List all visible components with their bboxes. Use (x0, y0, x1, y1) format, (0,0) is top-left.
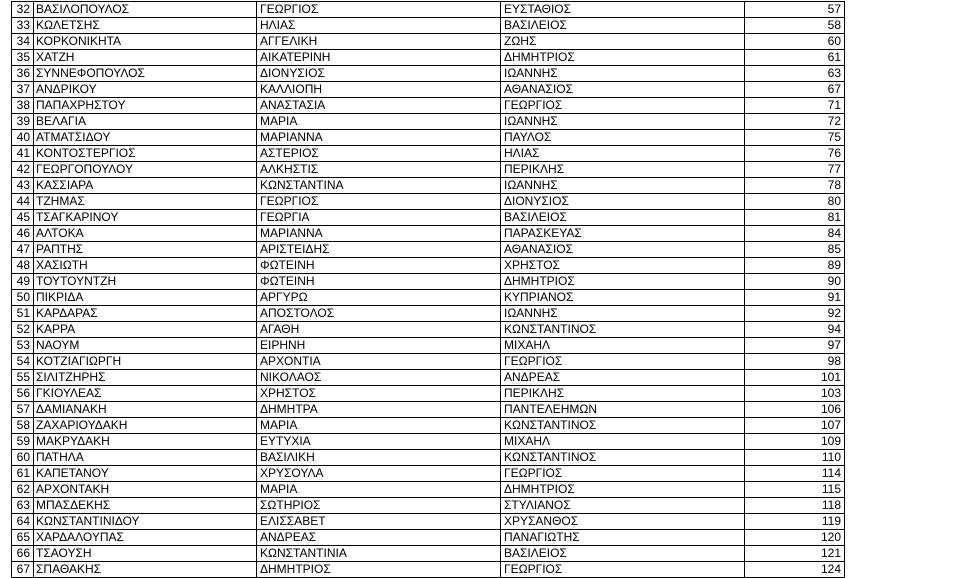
first-name-cell: ΝΙΚΟΛΑΟΣ (257, 370, 501, 386)
first-name-cell: ΑΡΙΣΤΕΙΔΗΣ (257, 242, 501, 258)
first-name-cell: ΑΡΧΟΝΤΙΑ (257, 354, 501, 370)
row-number-cell: 43 (12, 178, 34, 194)
first-name-cell: ΓΕΩΡΓΙΟΣ (257, 194, 501, 210)
score-cell: 94 (745, 322, 845, 338)
surname-cell: ΠΙΚΡΙΔΑ (34, 290, 257, 306)
score-cell: 118 (745, 498, 845, 514)
first-name-cell: ΑΝΑΣΤΑΣΙΑ (257, 98, 501, 114)
row-number-cell: 34 (12, 34, 34, 50)
score-cell: 75 (745, 130, 845, 146)
row-number-cell: 42 (12, 162, 34, 178)
father-name-cell: ΖΩΗΣ (501, 34, 745, 50)
table-row (12, 34, 845, 50)
row-number-cell: 36 (12, 66, 34, 82)
score-cell: 67 (745, 82, 845, 98)
results-table (11, 1, 845, 578)
first-name-cell: ΑΓΑΘΗ (257, 322, 501, 338)
father-name-cell: ΠΕΡΙΚΛΗΣ (501, 162, 745, 178)
score-cell: 115 (745, 482, 845, 498)
table-row (12, 498, 845, 514)
surname-cell: ΣΥΝΝΕΦΟΠΟΥΛΟΣ (34, 66, 257, 82)
surname-cell: ΜΠΑΣΔΕΚΗΣ (34, 498, 257, 514)
table-row (12, 50, 845, 66)
row-number-cell: 32 (12, 2, 34, 18)
table-row (12, 338, 845, 354)
father-name-cell: ΑΘΑΝΑΣΙΟΣ (501, 242, 745, 258)
first-name-cell: ΧΡΥΣΟΥΛΑ (257, 466, 501, 482)
table-row (12, 546, 845, 562)
father-name-cell: ΚΩΝΣΤΑΝΤΙΝΟΣ (501, 322, 745, 338)
surname-cell: ΚΟΡΚΟΝΙΚΗΤΑ (34, 34, 257, 50)
table-row (12, 82, 845, 98)
father-name-cell: ΕΥΣΤΑΘΙΟΣ (501, 2, 745, 18)
first-name-cell: ΜΑΡΙΑ (257, 482, 501, 498)
surname-cell: ΑΛΤΟΚΑ (34, 226, 257, 242)
table-row (12, 130, 845, 146)
table-row (12, 482, 845, 498)
table-row (12, 114, 845, 130)
score-cell: 85 (745, 242, 845, 258)
surname-cell: ΚΑΡΡΑ (34, 322, 257, 338)
father-name-cell: ΚΥΠΡΙΑΝΟΣ (501, 290, 745, 306)
results-table-body (12, 2, 845, 578)
first-name-cell: ΜΑΡΙΑ (257, 114, 501, 130)
row-number-cell: 35 (12, 50, 34, 66)
score-cell: 110 (745, 450, 845, 466)
row-number-cell: 54 (12, 354, 34, 370)
surname-cell: ΚΩΝΣΤΑΝΤΙΝΙΔΟΥ (34, 514, 257, 530)
first-name-cell: ΑΛΚΗΣΤΙΣ (257, 162, 501, 178)
row-number-cell: 41 (12, 146, 34, 162)
table-row (12, 402, 845, 418)
first-name-cell: ΒΑΣΙΛΙΚΗ (257, 450, 501, 466)
first-name-cell: ΑΙΚΑΤΕΡΙΝΗ (257, 50, 501, 66)
table-row (12, 226, 845, 242)
father-name-cell: ΚΩΝΣΤΑΝΤΙΝΟΣ (501, 450, 745, 466)
surname-cell: ΔΑΜΙΑΝΑΚΗ (34, 402, 257, 418)
surname-cell: ΚΑΠΕΤΑΝΟΥ (34, 466, 257, 482)
father-name-cell: ΜΙΧΑΗΛ (501, 434, 745, 450)
first-name-cell: ΔΗΜΗΤΡΙΟΣ (257, 562, 501, 578)
father-name-cell: ΙΩΑΝΝΗΣ (501, 114, 745, 130)
table-row (12, 418, 845, 434)
table-row (12, 434, 845, 450)
first-name-cell: ΔΗΜΗΤΡΑ (257, 402, 501, 418)
first-name-cell: ΦΩΤΕΙΝΗ (257, 274, 501, 290)
first-name-cell: ΑΝΔΡΕΑΣ (257, 530, 501, 546)
surname-cell: ΧΑΡΔΑΛΟΥΠΑΣ (34, 530, 257, 546)
surname-cell: ΣΙΛΙΤΖΗΡΗΣ (34, 370, 257, 386)
table-row (12, 530, 845, 546)
first-name-cell: ΦΩΤΕΙΝΗ (257, 258, 501, 274)
score-cell: 84 (745, 226, 845, 242)
score-cell: 103 (745, 386, 845, 402)
row-number-cell: 39 (12, 114, 34, 130)
father-name-cell: ΔΗΜΗΤΡΙΟΣ (501, 482, 745, 498)
first-name-cell: ΣΩΤΗΡΙΟΣ (257, 498, 501, 514)
first-name-cell: ΑΣΤΕΡΙΟΣ (257, 146, 501, 162)
row-number-cell: 60 (12, 450, 34, 466)
father-name-cell: ΚΩΝΣΤΑΝΤΙΝΟΣ (501, 418, 745, 434)
score-cell: 109 (745, 434, 845, 450)
row-number-cell: 53 (12, 338, 34, 354)
first-name-cell: ΓΕΩΡΓΙΟΣ (257, 2, 501, 18)
score-cell: 76 (745, 146, 845, 162)
score-cell: 60 (745, 34, 845, 50)
surname-cell: ΚΟΤΖΙΑΓΙΩΡΓΗ (34, 354, 257, 370)
first-name-cell: ΕΥΤΥΧΙΑ (257, 434, 501, 450)
table-row (12, 146, 845, 162)
surname-cell: ΑΤΜΑΤΣΙΔΟΥ (34, 130, 257, 146)
father-name-cell: ΧΡΥΣΑΝΘΟΣ (501, 514, 745, 530)
surname-cell: ΚΟΝΤΟΣΤΕΡΓΙΟΣ (34, 146, 257, 162)
father-name-cell: ΠΑΝΑΓΙΩΤΗΣ (501, 530, 745, 546)
row-number-cell: 40 (12, 130, 34, 146)
surname-cell: ΚΑΡΔΑΡΑΣ (34, 306, 257, 322)
first-name-cell: ΕΙΡΗΝΗ (257, 338, 501, 354)
row-number-cell: 66 (12, 546, 34, 562)
score-cell: 124 (745, 562, 845, 578)
table-row (12, 354, 845, 370)
father-name-cell: ΔΗΜΗΤΡΙΟΣ (501, 50, 745, 66)
first-name-cell: ΑΓΓΕΛΙΚΗ (257, 34, 501, 50)
table-row (12, 386, 845, 402)
surname-cell: ΤΣΑΟΥΣΗ (34, 546, 257, 562)
row-number-cell: 57 (12, 402, 34, 418)
table-row (12, 322, 845, 338)
father-name-cell: ΓΕΩΡΓΙΟΣ (501, 562, 745, 578)
score-cell: 120 (745, 530, 845, 546)
row-number-cell: 46 (12, 226, 34, 242)
first-name-cell: ΚΑΛΛΙΟΠΗ (257, 82, 501, 98)
surname-cell: ΒΕΛΑΓΙΑ (34, 114, 257, 130)
father-name-cell: ΑΘΑΝΑΣΙΟΣ (501, 82, 745, 98)
score-cell: 81 (745, 210, 845, 226)
surname-cell: ΤΟΥΤΟΥΝΤΖΗ (34, 274, 257, 290)
first-name-cell: ΔΙΟΝΥΣΙΟΣ (257, 66, 501, 82)
father-name-cell: ΠΑΥΛΟΣ (501, 130, 745, 146)
row-number-cell: 52 (12, 322, 34, 338)
father-name-cell: ΠΑΡΑΣΚΕΥΑΣ (501, 226, 745, 242)
row-number-cell: 59 (12, 434, 34, 450)
table-row (12, 274, 845, 290)
table-row (12, 370, 845, 386)
row-number-cell: 62 (12, 482, 34, 498)
table-row (12, 450, 845, 466)
father-name-cell: ΔΗΜΗΤΡΙΟΣ (501, 274, 745, 290)
score-cell: 107 (745, 418, 845, 434)
surname-cell: ΑΡΧΟΝΤΑΚΗ (34, 482, 257, 498)
table-row (12, 466, 845, 482)
score-cell: 98 (745, 354, 845, 370)
father-name-cell: ΣΤΥΛΙΑΝΟΣ (501, 498, 745, 514)
score-cell: 121 (745, 546, 845, 562)
father-name-cell: ΒΑΣΙΛΕΙΟΣ (501, 210, 745, 226)
first-name-cell: ΚΩΝΣΤΑΝΤΙΝΑ (257, 178, 501, 194)
surname-cell: ΜΑΚΡΥΔΑΚΗ (34, 434, 257, 450)
first-name-cell: ΜΑΡΙΑ (257, 418, 501, 434)
table-row (12, 18, 845, 34)
surname-cell: ΠΑΠΑΧΡΗΣΤΟΥ (34, 98, 257, 114)
row-number-cell: 58 (12, 418, 34, 434)
first-name-cell: ΗΛΙΑΣ (257, 18, 501, 34)
surname-cell: ΧΑΤΖΗ (34, 50, 257, 66)
score-cell: 78 (745, 178, 845, 194)
table-row (12, 306, 845, 322)
first-name-cell: ΜΑΡΙΑΝΝΑ (257, 226, 501, 242)
score-cell: 57 (745, 2, 845, 18)
table-row (12, 98, 845, 114)
father-name-cell: ΓΕΩΡΓΙΟΣ (501, 98, 745, 114)
table-row (12, 242, 845, 258)
first-name-cell: ΚΩΝΣΤΑΝΤΙΝΙΑ (257, 546, 501, 562)
row-number-cell: 38 (12, 98, 34, 114)
score-cell: 89 (745, 258, 845, 274)
first-name-cell: ΓΕΩΡΓΙΑ (257, 210, 501, 226)
row-number-cell: 65 (12, 530, 34, 546)
father-name-cell: ΔΙΟΝΥΣΙΟΣ (501, 194, 745, 210)
row-number-cell: 61 (12, 466, 34, 482)
score-cell: 97 (745, 338, 845, 354)
row-number-cell: 49 (12, 274, 34, 290)
surname-cell: ΒΑΣΙΛΟΠΟΥΛΟΣ (34, 2, 257, 18)
father-name-cell: ΙΩΑΝΝΗΣ (501, 66, 745, 82)
father-name-cell: ΒΑΣΙΛΕΙΟΣ (501, 18, 745, 34)
father-name-cell: ΙΩΑΝΝΗΣ (501, 178, 745, 194)
score-cell: 72 (745, 114, 845, 130)
surname-cell: ΣΠΑΘΑΚΗΣ (34, 562, 257, 578)
table-row (12, 210, 845, 226)
row-number-cell: 67 (12, 562, 34, 578)
row-number-cell: 64 (12, 514, 34, 530)
father-name-cell: ΧΡΗΣΤΟΣ (501, 258, 745, 274)
table-row (12, 514, 845, 530)
score-cell: 92 (745, 306, 845, 322)
row-number-cell: 55 (12, 370, 34, 386)
surname-cell: ΓΕΩΡΓΟΠΟΥΛΟΥ (34, 162, 257, 178)
score-cell: 80 (745, 194, 845, 210)
father-name-cell: ΠΑΝΤΕΛΕΗΜΩΝ (501, 402, 745, 418)
surname-cell: ΓΚΙΟΥΛΕΑΣ (34, 386, 257, 402)
father-name-cell: ΒΑΣΙΛΕΙΟΣ (501, 546, 745, 562)
row-number-cell: 37 (12, 82, 34, 98)
row-number-cell: 45 (12, 210, 34, 226)
surname-cell: ΤΣΑΓΚΑΡΙΝΟΥ (34, 210, 257, 226)
table-row (12, 258, 845, 274)
row-number-cell: 47 (12, 242, 34, 258)
father-name-cell: ΓΕΩΡΓΙΟΣ (501, 466, 745, 482)
score-cell: 63 (745, 66, 845, 82)
score-cell: 101 (745, 370, 845, 386)
surname-cell: ΚΩΛΕΤΣΗΣ (34, 18, 257, 34)
father-name-cell: ΜΙΧΑΗΛ (501, 338, 745, 354)
score-cell: 114 (745, 466, 845, 482)
table-row (12, 178, 845, 194)
first-name-cell: ΕΛΙΣΣΑΒΕΤ (257, 514, 501, 530)
surname-cell: ΡΑΠΤΗΣ (34, 242, 257, 258)
first-name-cell: ΑΠΟΣΤΟΛΟΣ (257, 306, 501, 322)
surname-cell: ΧΑΣΙΩΤΗ (34, 258, 257, 274)
score-cell: 77 (745, 162, 845, 178)
row-number-cell: 51 (12, 306, 34, 322)
score-cell: 106 (745, 402, 845, 418)
score-cell: 58 (745, 18, 845, 34)
table-row (12, 66, 845, 82)
score-cell: 61 (745, 50, 845, 66)
score-cell: 90 (745, 274, 845, 290)
father-name-cell: ΙΩΑΝΝΗΣ (501, 306, 745, 322)
score-cell: 119 (745, 514, 845, 530)
row-number-cell: 44 (12, 194, 34, 210)
first-name-cell: ΜΑΡΙΑΝΝΑ (257, 130, 501, 146)
table-row (12, 194, 845, 210)
table-row (12, 162, 845, 178)
table-row (12, 2, 845, 18)
row-number-cell: 56 (12, 386, 34, 402)
surname-cell: ΤΖΗΜΑΣ (34, 194, 257, 210)
surname-cell: ΚΑΣΣΙΑΡΑ (34, 178, 257, 194)
row-number-cell: 63 (12, 498, 34, 514)
first-name-cell: ΑΡΓΥΡΩ (257, 290, 501, 306)
row-number-cell: 33 (12, 18, 34, 34)
first-name-cell: ΧΡΗΣΤΟΣ (257, 386, 501, 402)
father-name-cell: ΓΕΩΡΓΙΟΣ (501, 354, 745, 370)
table-row (12, 290, 845, 306)
score-cell: 91 (745, 290, 845, 306)
father-name-cell: ΑΝΔΡΕΑΣ (501, 370, 745, 386)
surname-cell: ΝΑΟΥΜ (34, 338, 257, 354)
surname-cell: ΠΑΤΗΛΑ (34, 450, 257, 466)
surname-cell: ΑΝΔΡΙΚΟΥ (34, 82, 257, 98)
father-name-cell: ΗΛΙΑΣ (501, 146, 745, 162)
father-name-cell: ΠΕΡΙΚΛΗΣ (501, 386, 745, 402)
score-cell: 71 (745, 98, 845, 114)
row-number-cell: 48 (12, 258, 34, 274)
surname-cell: ΖΑΧΑΡΙΟΥΔΑΚΗ (34, 418, 257, 434)
row-number-cell: 50 (12, 290, 34, 306)
